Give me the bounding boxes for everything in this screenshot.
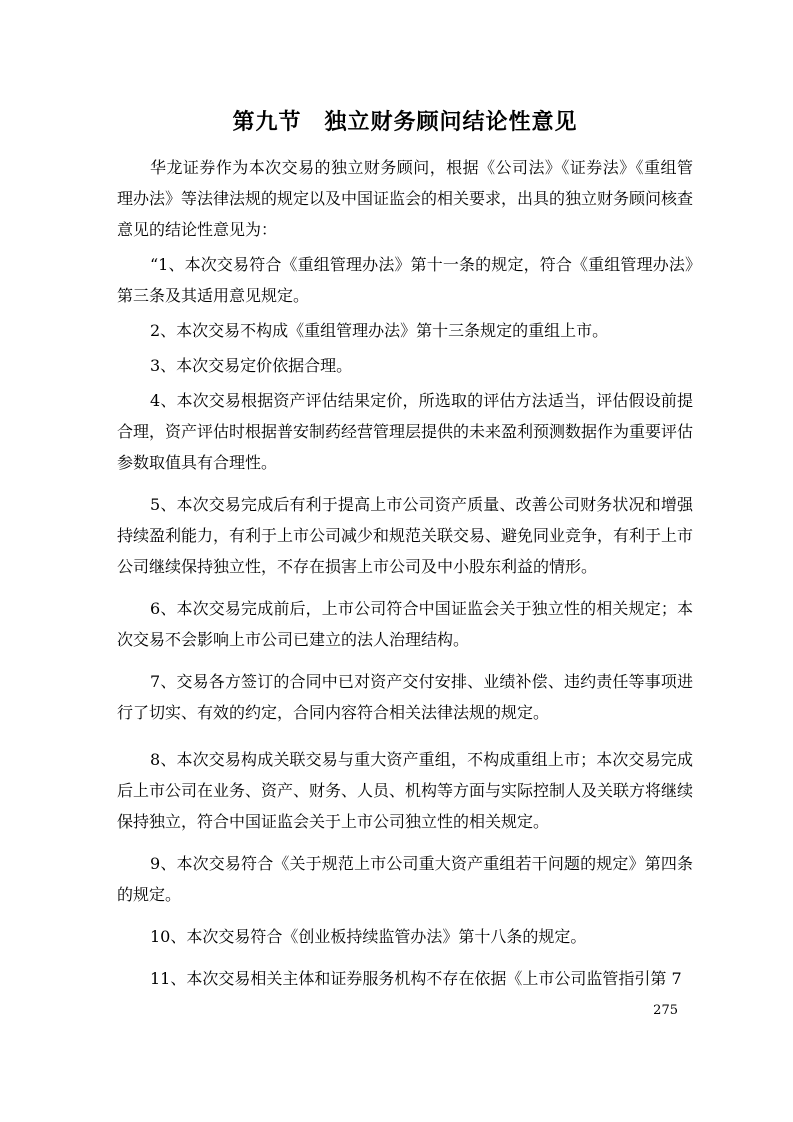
opinion-item-3: 3、本次交易定价依据合理。 — [150, 356, 353, 375]
section-title: 第九节 独立财务顾问结论性意见 — [232, 110, 578, 135]
opinion-item-11: 11、本次交易相关主体和证券服务机构不存在依据《上市公司监管指引第 7 — [150, 969, 682, 988]
opinion-item-10: 10、本次交易符合《创业板持续监管办法》第十八条的规定。 — [150, 927, 587, 946]
opinion-item-7: 7、交易各方签订的合同中已对资产交付安排、业绩补偿、违约责任等事项进行了切实、有效的约定，合同内容符合相关法律法规的规定。 — [117, 672, 693, 722]
opinion-item-6: 6、本次交易完成前后，上市公司符合中国证监会关于独立性的相关规定；本次交易不会影响上市公司已建立的法人治理结构。 — [117, 599, 693, 649]
opinion-item-8: 8、本次交易构成关联交易与重大资产重组，不构成重组上市；本次交易完成后上市公司在业务、资产、财务、人员、机构等方面与实际控制人及关联方将继续保持独立，符合中国证监会关于上市公司独立性的相关规定。 — [117, 750, 694, 831]
opinion-item-2: 2、本次交易不构成《重组管理办法》第十三条规定的重组上市。 — [150, 321, 609, 340]
opinion-item-5: 5、本次交易完成后有利于提高上市公司资产质量、改善公司财务状况和增强持续盈利能力，有利于上市公司减少和规范关联交易、避免同业竞争，有利于上市公司继续保持独立性，不存在损害上市公司及中小股东利益的情形。 — [117, 495, 694, 576]
opinion-item-9: 9、本次交易符合《关于规范上市公司重大资产重组若干问题的规定》第四条的规定。 — [117, 854, 693, 904]
opinion-item-4: 4、本次交易根据资产评估结果定价，所选取的评估方法适当，评估假设前提合理，资产评估时根据普安制药经营管理层提供的未来盈利预测数据作为重要评估参数取值具有合理性。 — [117, 391, 694, 472]
page-number: 275 — [653, 1003, 678, 1018]
document-content — [117, 106, 693, 994]
paragraph-intro: 华龙证券作为本次交易的独立财务顾问，根据《公司法》《证券法》《重组管理办法》等法律法规的规定以及中国证监会的相关要求，出具的独立财务顾问核查意见的结论性意见为： — [117, 158, 694, 239]
opinion-item-1: “1、本次交易符合《重组管理办法》第十一条的规定，符合《重组管理办法》第三条及其适用意见规定。 — [117, 255, 693, 305]
